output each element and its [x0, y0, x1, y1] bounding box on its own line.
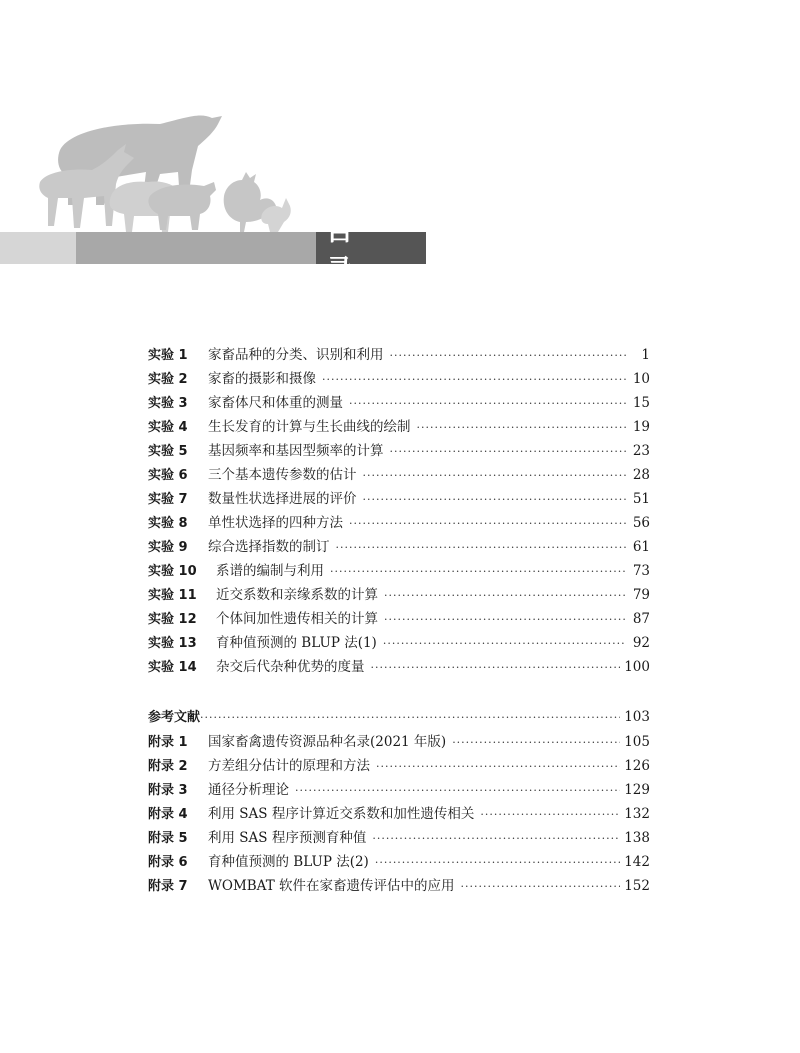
toc-page-number: 87	[632, 611, 650, 627]
toc-label: 实验 6	[148, 468, 188, 483]
page-title: 目 录	[316, 232, 426, 264]
toc-page-number: 105	[624, 734, 650, 750]
toc-title: 生长发育的计算与生长曲线的绘制	[208, 419, 411, 435]
toc-row[interactable]	[148, 826, 650, 850]
toc-label: 实验 10	[148, 564, 197, 579]
toc-row[interactable]	[148, 439, 650, 463]
toc-label: 附录 4	[148, 807, 188, 822]
dot-leader	[384, 589, 626, 602]
toc-page-number: 28	[632, 467, 650, 483]
toc-page-number: 73	[632, 563, 650, 579]
toc-title: 三个基本遗传参数的估计	[208, 467, 357, 483]
toc-row[interactable]	[148, 391, 650, 415]
toc-title: WOMBAT 软件在家畜遗传评估中的应用	[208, 878, 455, 894]
toc-label: 附录 6	[148, 855, 188, 870]
toc-row[interactable]	[148, 631, 650, 655]
dot-leader	[295, 784, 620, 797]
toc-title: 综合选择指数的制订	[208, 539, 330, 555]
toc-row[interactable]	[148, 778, 650, 802]
toc-row[interactable]	[148, 730, 650, 754]
toc-row[interactable]	[148, 850, 650, 874]
toc-title: 基因频率和基因型频率的计算	[208, 443, 384, 459]
toc-page-number: 152	[624, 878, 650, 894]
toc-label: 实验 5	[148, 444, 188, 459]
toc-page-number: 138	[624, 830, 650, 846]
toc-page-number: 56	[632, 515, 650, 531]
toc-label: 附录 1	[148, 735, 188, 750]
toc-label: 参考文献	[148, 710, 201, 725]
toc-title: 数量性状选择进展的评价	[208, 491, 357, 507]
toc-title: 单性状选择的四种方法	[208, 515, 343, 531]
toc-row[interactable]	[148, 607, 650, 631]
toc-page-number: 1	[641, 347, 650, 363]
toc-title: 近交系数和亲缘系数的计算	[216, 587, 378, 603]
dot-leader	[363, 469, 627, 482]
header-band-mid	[76, 232, 316, 264]
toc-title: 育种值预测的 BLUP 法(2)	[208, 854, 369, 870]
dot-leader	[452, 736, 620, 749]
dot-leader	[336, 541, 627, 554]
toc-appendices-list	[148, 706, 650, 898]
toc-title: 利用 SAS 程序计算近交系数和加性遗传相关	[208, 806, 475, 822]
toc-row[interactable]	[148, 535, 650, 559]
toc-row[interactable]	[148, 463, 650, 487]
toc-page-number: 51	[632, 491, 650, 507]
dot-leader	[349, 397, 626, 410]
toc-title: 方差组分估计的原理和方法	[208, 758, 370, 774]
toc-label: 附录 7	[148, 879, 188, 894]
toc-label: 附录 5	[148, 831, 188, 846]
toc-experiments-list	[148, 343, 650, 679]
toc-label: 实验 13	[148, 636, 197, 651]
toc-label: 实验 11	[148, 588, 197, 603]
toc-row[interactable]	[148, 559, 650, 583]
toc-page-number: 100	[624, 659, 650, 675]
toc-label: 实验 12	[148, 612, 197, 627]
toc-label: 附录 2	[148, 759, 188, 774]
toc-label: 实验 4	[148, 420, 188, 435]
toc-page-number: 61	[632, 539, 650, 555]
toc-page-number: 129	[624, 782, 650, 798]
dot-leader	[371, 661, 621, 674]
toc-row[interactable]	[148, 367, 650, 391]
toc-page-number: 103	[624, 709, 650, 725]
toc-title: 系谱的编制与利用	[216, 563, 324, 579]
toc-title: 国家畜禽遗传资源品种名录(2021 年版)	[208, 734, 447, 750]
toc-label: 实验 8	[148, 516, 188, 531]
toc-page-number: 19	[632, 419, 650, 435]
dot-leader	[461, 880, 621, 893]
toc-title: 育种值预测的 BLUP 法(1)	[216, 635, 377, 651]
toc-row[interactable]	[148, 487, 650, 511]
dot-leader	[390, 349, 627, 362]
dot-leader	[363, 493, 627, 506]
toc-row[interactable]	[148, 343, 650, 367]
toc-page-number: 126	[624, 758, 650, 774]
toc-page-number: 23	[632, 443, 650, 459]
toc-row[interactable]	[148, 655, 650, 679]
toc-row[interactable]	[148, 874, 650, 898]
toc-row[interactable]	[148, 415, 650, 439]
toc-title: 利用 SAS 程序预测育种值	[208, 830, 367, 846]
dot-leader	[322, 373, 626, 386]
dot-leader	[372, 832, 620, 845]
toc-page-number: 10	[632, 371, 650, 387]
toc-title: 杂交后代杂种优势的度量	[216, 659, 365, 675]
dot-leader	[480, 808, 620, 821]
header-band-light	[0, 232, 76, 264]
dot-leader	[383, 637, 626, 650]
toc-row[interactable]	[148, 754, 650, 778]
toc-row[interactable]	[148, 802, 650, 826]
toc-page-number: 142	[624, 854, 650, 870]
dot-leader	[349, 517, 626, 530]
toc-row[interactable]	[148, 583, 650, 607]
dot-leader	[417, 421, 627, 434]
toc-label: 实验 2	[148, 372, 188, 387]
toc-page-number: 79	[632, 587, 650, 603]
toc-row-references[interactable]	[148, 706, 650, 730]
toc-label: 实验 9	[148, 540, 188, 555]
toc-title: 家畜体尺和体重的测量	[208, 395, 343, 411]
dot-leader	[390, 445, 627, 458]
toc-label: 实验 7	[148, 492, 188, 507]
toc-row[interactable]	[148, 511, 650, 535]
toc-title: 个体间加性遗传相关的计算	[216, 611, 378, 627]
dot-leader	[376, 760, 620, 773]
toc-page-number: 132	[624, 806, 650, 822]
toc-title: 家畜的摄影和摄像	[208, 371, 316, 387]
toc-label: 实验 3	[148, 396, 188, 411]
toc-label: 实验 14	[148, 660, 197, 675]
toc-page-number: 92	[632, 635, 650, 651]
dot-leader	[330, 565, 626, 578]
dot-leader	[375, 856, 620, 869]
toc-title: 通径分析理论	[208, 782, 289, 798]
dot-leader	[200, 711, 620, 724]
toc-title: 家畜品种的分类、识别和利用	[208, 347, 384, 363]
toc-label: 实验 1	[148, 348, 188, 363]
toc-label: 附录 3	[148, 783, 188, 798]
dot-leader	[384, 613, 626, 626]
toc-page-number: 15	[632, 395, 650, 411]
